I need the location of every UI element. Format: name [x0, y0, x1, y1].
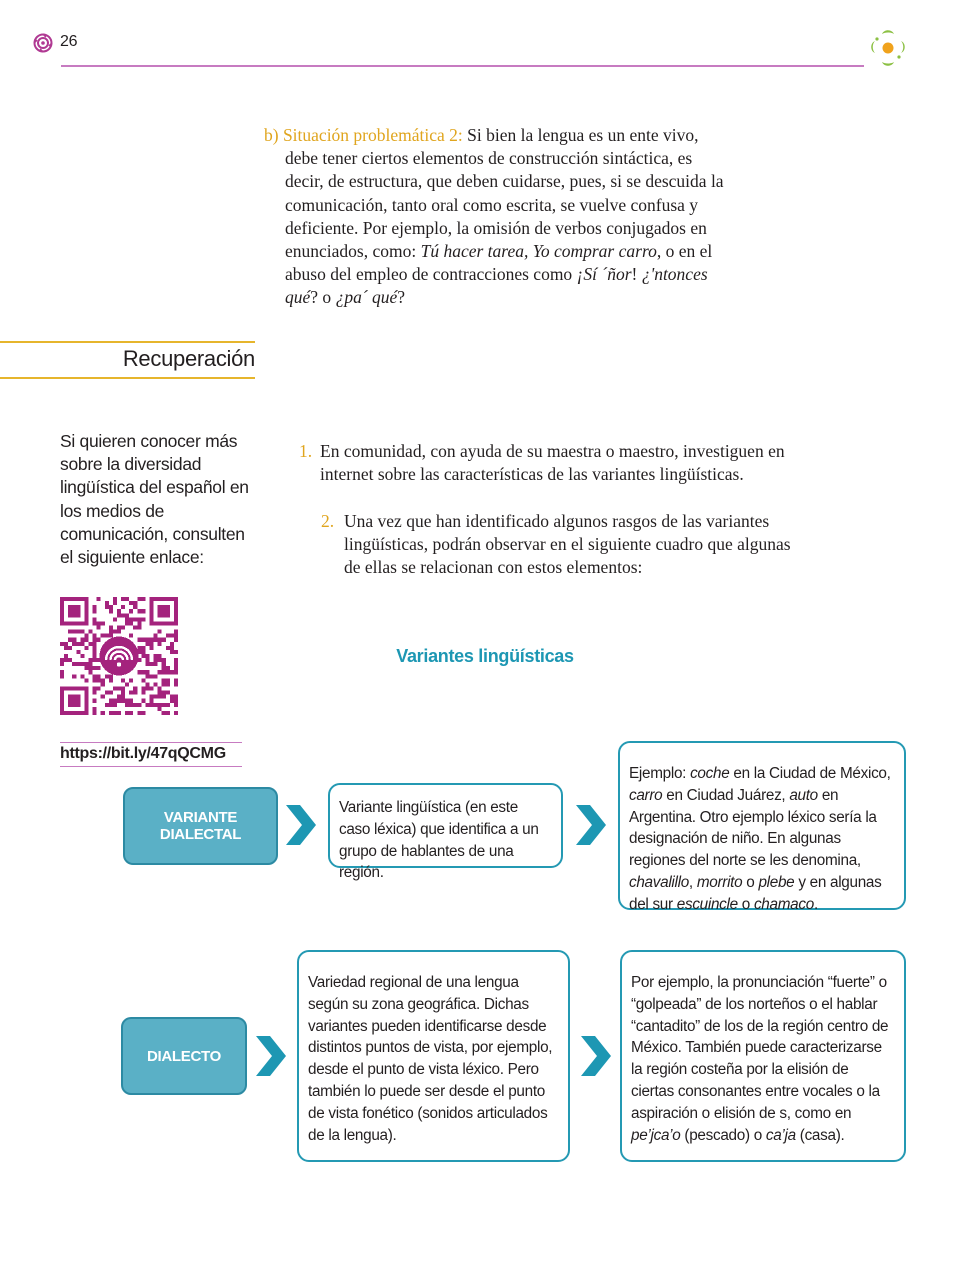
example-text: (pescado) o: [680, 1126, 766, 1144]
situation-text: ?: [397, 287, 406, 308]
chevron-right-icon: [579, 1034, 613, 1078]
example-text: Ejemplo:: [629, 765, 691, 782]
qr-code-icon[interactable]: [60, 597, 178, 715]
example-term: morrito: [696, 873, 743, 891]
definition-box: Variante lingüística (en este caso léxica) que identifica a un grupo de hablantes de una región.: [328, 783, 563, 868]
flower-logo-icon: [866, 26, 910, 70]
sidebar-text: Si quieren conocer más sobre la diversidad lingüística del español en los medios de comunicación, consulten el siguiente enlace:: [60, 431, 249, 568]
situation-example: ¿'ntonces qué: [285, 264, 708, 308]
situation-marker: b): [264, 125, 279, 145]
example-text: .: [813, 895, 818, 913]
example-text: o: [742, 873, 759, 891]
concept-label-variante-dialectal: VARIANTE DIALECTAL: [123, 787, 278, 865]
situation-heading: Situación problemática 2:: [282, 125, 463, 145]
example-text: y en algunas del sur: [629, 873, 882, 913]
example-text: ,: [688, 873, 697, 891]
spiral-ornament-icon: [33, 33, 53, 53]
example-text: en Ciudad Juárez,: [662, 786, 790, 804]
chevron-right-icon: [574, 803, 608, 847]
example-text: en Argentina. Otro ejemplo léxico sería la designación de niño. En algunas regiones del norte se les denomina,: [629, 786, 877, 870]
example-term: chavalillo: [629, 873, 689, 891]
definition-box: Variedad regional de una lengua según su zona geográfica. Dichas variantes pueden identificarse desde distintos puntos de vista, por ejemplo, desde el punto de vista léxico. Pero también lo puede ser desde el punto de vista fonético (sonidos articulados de la lengua).: [297, 950, 570, 1162]
situation-text: !: [631, 264, 642, 285]
section-top-rule: [0, 341, 255, 343]
example-box: [620, 950, 906, 1162]
example-text: en la Ciudad de México,: [729, 765, 891, 782]
situation-text: , o en el abuso del empleo de contracciones como: [285, 241, 713, 285]
section-title: Recuperación: [122, 346, 255, 371]
situation-example: Tú hacer tarea, Yo comprar carro: [420, 241, 657, 262]
section-bottom-rule: [0, 377, 255, 379]
situation-example: ¿pa´ qué: [335, 287, 398, 308]
activity-text: En comunidad, con ayuda de su maestra o maestro, investiguen en internet sobre las características de las variantes lingüísticas.: [320, 441, 785, 485]
situation-paragraph: [264, 124, 724, 310]
example-term: plebe: [758, 873, 795, 891]
example-term: auto: [789, 786, 818, 804]
situation-example: ¡Sí ´ñor: [576, 264, 632, 285]
concept-label-dialecto: DIALECTO: [121, 1017, 247, 1095]
table-title: Variantes lingüísticas: [396, 646, 574, 666]
activity-item: [321, 510, 801, 580]
chevron-right-icon: [284, 803, 318, 847]
example-term: chamaco: [753, 895, 814, 913]
example-text: (casa).: [795, 1126, 845, 1144]
situation-text: ? o: [310, 287, 336, 308]
link-top-rule: [60, 742, 242, 743]
situation-text: Si bien la lengua es un ente vivo, debe tener ciertos elementos de construcción sintáctica, es decir, de estructura, que deben cuidarse, pues, si se descuida la comunicación, tanto oral como escrita, se vuelve confusa y deficiente. Por ejemplo, la omisión de verbos conjugados en enunciados, como:: [285, 125, 724, 262]
page-number: 26: [60, 33, 78, 50]
example-term: pe’jca’o: [631, 1126, 681, 1144]
activity-number: 2.: [321, 511, 335, 531]
link-bottom-rule: [60, 766, 242, 767]
chevron-right-icon: [254, 1034, 288, 1078]
resource-link[interactable]: https://bit.ly/47qQCMG: [60, 745, 226, 762]
example-text: Por ejemplo, la pronunciación “fuerte” o “golpeada” de los norteños o el hablar “cantadito” de los de la región centro de México. También puede caracterizarse la región costeña por la elisión de ciertas consonantes entre vocales o la aspiración o elisión de s, como en: [631, 974, 889, 1122]
activity-item: [299, 440, 799, 486]
example-box: [618, 741, 906, 913]
example-term: escuincle: [676, 895, 738, 913]
activity-number: 1.: [299, 441, 313, 461]
example-term: ca’ja: [765, 1126, 796, 1144]
activity-text: Una vez que han identificado algunos rasgos de las variantes lingüísticas, podrán observar en el siguiente cuadro que algunas de ellas se relacionan con estos elementos:: [344, 511, 791, 578]
example-term: coche: [690, 765, 730, 782]
example-text: o: [737, 895, 754, 913]
example-term: carro: [629, 786, 663, 804]
header-rule: [61, 65, 864, 67]
